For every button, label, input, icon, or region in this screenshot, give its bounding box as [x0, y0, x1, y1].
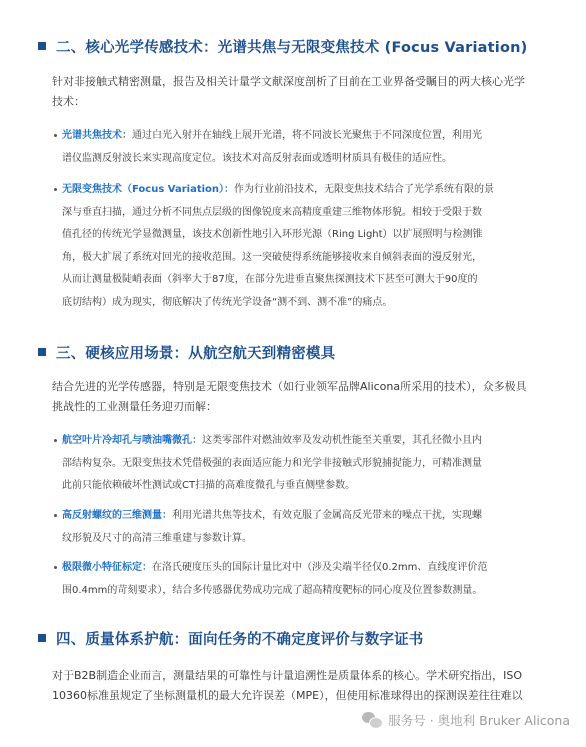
heading-square-marker	[38, 348, 46, 356]
bullet-term: 航空叶片冷却孔与喷油嘴微孔：	[62, 435, 202, 446]
wechat-icon	[362, 712, 382, 728]
heading-square-marker	[38, 42, 46, 50]
section-heading-3-text: 三、硬核应用场景：从航空航天到精密模具	[56, 345, 336, 362]
section-2-intro: 针对非接触式精密测量，报告及相关计量学文献深度剖析了目前在工业界备受瞩目的两大核心光学 技术：	[52, 75, 525, 108]
section-3-intro: 结合先进的光学传感器，特别是无限变焦技术（如行业领军品牌Alicona所采用的技术），众多极具 挑战性的工业测量任务迎刃而解：	[52, 380, 527, 413]
wechat-watermark	[362, 711, 570, 729]
bullet-dot	[54, 566, 57, 569]
section-heading-4	[38, 625, 566, 651]
watermark-text: 服务号 · 奥地利 Bruker Alicona	[388, 713, 570, 728]
bullet-dot	[54, 439, 57, 442]
bullet-aero-holes: 航空叶片冷却孔与喷油嘴微孔：这类零部件对燃油效率及发动机性能至关重要，其孔径微小且内 部结构复杂。无限变焦技术凭借极强的表面适应能力和光学非接触式形貌捕捉能力，可精准测量 此前只能依赖破坏性测试或CT扫描的高难度微孔与垂直侧壁参数。	[62, 430, 540, 498]
bullet-term: 高反射螺纹的三维测量：	[62, 510, 172, 521]
bullet-dot	[54, 134, 57, 137]
bullet-dot	[54, 188, 57, 191]
bullet-term: 光谱共焦技术：	[62, 130, 132, 141]
bullet-spectral-confocal: 光谱共焦技术：通过白光入射并在轴线上展开光谱，将不同波长光聚焦于不同深度位置，利用光 谱仪监测反射波长来实现高度定位。该技术对高反射表面或透明材质具有极佳的适应性。	[62, 125, 540, 170]
section-heading-3	[38, 339, 566, 365]
bullet-reflective-threads: 高反射螺纹的三维测量：利用光谱共焦等技术，有效克服了金属高反光带来的噪点干扰，实现螺 纹形貌及尺寸的高清三维重建与参数计算。	[62, 505, 540, 550]
heading-square-marker	[38, 634, 46, 642]
section-heading-2	[38, 33, 566, 59]
bullet-micro-features: 极限微小特征标定：在洛氏硬度压头的国际计量比对中（涉及尖端半径仅0.2mm、直线度评价范 围0.4mm的苛刻要求），结合多传感器优势成功完成了超高精度靶标的同心度及位置参数测量。	[62, 557, 540, 602]
section-heading-2-text: 二、核心光学传感技术：光谱共焦与无限变焦技术 (Focus Variation)	[56, 39, 528, 56]
bullet-term: 极限微小特征标定：	[62, 562, 152, 573]
bullet-focus-variation: 无限变焦技术（Focus Variation）：作为行业前沿技术，无限变焦技术结合了光学系统有限的景 深与垂直扫描，通过分析不同焦点层级的图像锐度来高精度重建三维物体形貌。相较于受限于数 值孔径的传统光学显微测量，该技术创新性地引入环形光源（Ring Light）以扩展照明与检测锥 角，极大扩展了系统对回光的接收范围。这一突破使得系统能够接收来自倾斜表面的漫反射光， 从而让测量极陡峭表面（斜率大于87度，在部分先进垂直聚焦探测技术下甚至可测大于90度的 底切结构）成为现实，彻底解决了传统光学设备“测不到、测不准”的痛点。	[62, 179, 540, 314]
section-heading-4-text: 四、质量体系护航：面向任务的不确定度评价与数字证书	[56, 631, 424, 648]
section-4-intro: 对于B2B制造企业而言，测量结果的可靠性与计量追溯性是质量体系的核心。学术研究指出，ISO 10360标准虽规定了坐标测量机的最大允许误差（MPE），但使用标准球得出的探测误差往往难以	[52, 669, 523, 702]
bullet-term: 无限变焦技术（Focus Variation）：	[62, 184, 235, 195]
bullet-dot	[54, 514, 57, 517]
